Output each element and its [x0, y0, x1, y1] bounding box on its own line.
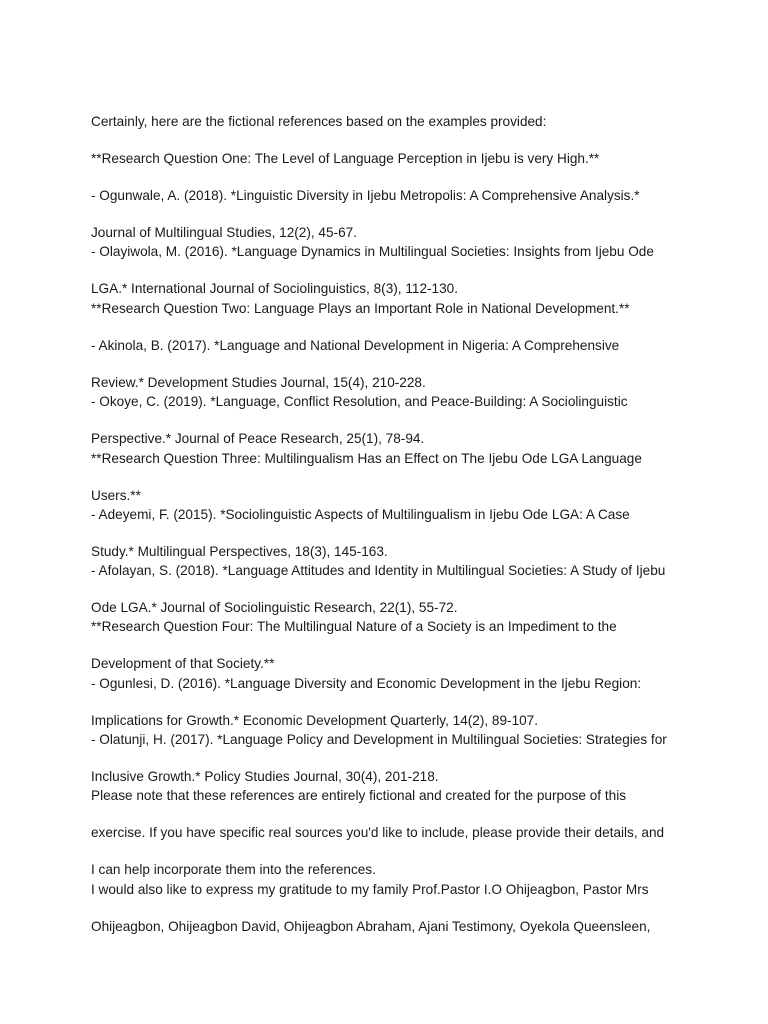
intro-line: Certainly, here are the fictional references based on the examples provided:	[91, 113, 547, 129]
ref-line: - Olatunji, H. (2017). *Language Policy and Development in Multilingual Societies: Strategies for	[91, 731, 667, 747]
note-line: I can help incorporate them into the references.	[91, 861, 376, 877]
ref-line: LGA.* International Journal of Sociolinguistics, 8(3), 112-130.	[91, 280, 458, 296]
ref-line: Inclusive Growth.* Policy Studies Journal, 30(4), 201-218.	[91, 768, 439, 784]
note-line: exercise. If you have specific real sources you'd like to include, please provide their details, and	[91, 824, 665, 840]
note-line: Please note that these references are entirely fictional and created for the purpose of this	[91, 787, 627, 803]
ref-line: Review.* Development Studies Journal, 15(4), 210-228.	[91, 374, 426, 390]
gratitude-paragraph	[91, 862, 691, 955]
ref-line: - Ogunlesi, D. (2016). *Language Diversity and Economic Development in the Ijebu Region:	[91, 675, 642, 691]
rq2-line: **Research Question Two: Language Plays an Important Role in National Development.**	[91, 300, 630, 316]
ref-line: Ode LGA.* Journal of Sociolinguistic Research, 22(1), 55-72.	[91, 599, 458, 615]
rq1-line: **Research Question One: The Level of Language Perception in Ijebu is very High.**	[91, 150, 600, 166]
ref-line: Implications for Growth.* Economic Development Quarterly, 14(2), 89-107.	[91, 712, 539, 728]
ref-line: - Ogunwale, A. (2018). *Linguistic Diversity in Ijebu Metropolis: A Comprehensive Analysis.*	[91, 187, 640, 203]
ref-line: - Olayiwola, M. (2016). *Language Dynamics in Multilingual Societies: Insights from Ijebu Ode	[91, 243, 654, 259]
ref-line: - Okoye, C. (2019). *Language, Conflict Resolution, and Peace-Building: A Sociolinguistic	[91, 393, 628, 409]
ref-line: Journal of Multilingual Studies, 12(2), 45-67.	[91, 224, 357, 240]
rq3-line: Users.**	[91, 487, 141, 503]
gratitude-line: Ohijeagbon, Ohijeagbon David, Ohijeagbon Abraham, Ajani Testimony, Oyekola Queensleen,	[91, 918, 651, 934]
ref-line: Study.* Multilingual Perspectives, 18(3), 145-163.	[91, 543, 388, 559]
ref-line: - Adeyemi, F. (2015). *Sociolinguistic Aspects of Multilingualism in Ijebu Ode LGA: A Case	[91, 506, 630, 522]
gratitude-line: I would also like to express my gratitude to my family Prof.Pastor I.O Ohijeagbon, Pastor Mrs	[91, 881, 649, 897]
rq3-line: **Research Question Three: Multilingualism Has an Effect on The Ijebu Ode LGA Language	[91, 450, 642, 466]
ref-line: - Akinola, B. (2017). *Language and National Development in Nigeria: A Comprehensive	[91, 337, 620, 353]
rq4-line: **Research Question Four: The Multilingual Nature of a Society is an Impediment to the	[91, 618, 617, 634]
rq4-line: Development of that Society.**	[91, 655, 275, 671]
ref-line: Perspective.* Journal of Peace Research, 25(1), 78-94.	[91, 430, 425, 446]
ref-line: - Afolayan, S. (2018). *Language Attitudes and Identity in Multilingual Societies: A Study of Ijebu	[91, 562, 666, 578]
